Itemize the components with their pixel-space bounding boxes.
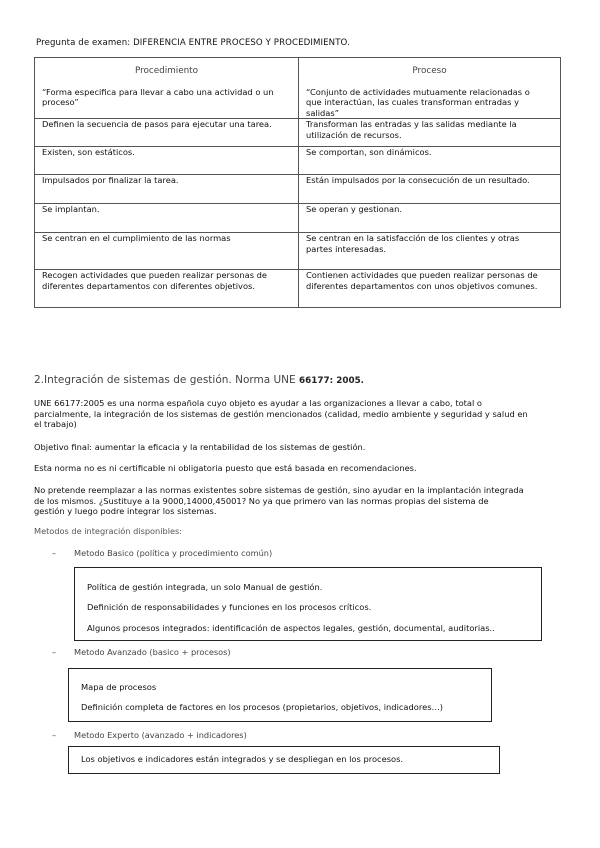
- box-line: Los objetivos e indicadores están integrados y se despliegan en los procesos.: [81, 754, 404, 764]
- method-advanced-box: [68, 668, 492, 722]
- method-label: Metodo Experto (avanzado + indicadores): [74, 730, 247, 740]
- table-row: [35, 147, 561, 175]
- table-row: [35, 204, 561, 233]
- method-expert-box: [68, 746, 500, 774]
- table-row: [35, 233, 561, 270]
- box-line: Definición completa de factores en los procesos (propietarios, objetivos, indicadores…): [81, 702, 444, 712]
- box-line: Mapa de procesos: [81, 682, 157, 692]
- list-dash: –: [52, 548, 57, 558]
- box-line: Algunos procesos integrados: identificación de aspectos legales, gestión, documental, auditorias..: [87, 623, 495, 633]
- method-label: Metodo Avanzado (basico + procesos): [74, 647, 231, 657]
- methods-title: Metodos de integración disponibles:: [34, 526, 183, 536]
- cell-proceso: Se comportan, son dinámicos.: [299, 147, 561, 175]
- proceso-definition: [306, 87, 553, 119]
- table-row: [35, 175, 561, 204]
- cell-proceso: Contienen actividades que pueden realizar personas de diferentes departamentos con unos objetivos comunes.: [299, 270, 561, 308]
- table-row: [35, 119, 561, 147]
- cell-proceso: Se operan y gestionan.: [299, 204, 561, 233]
- header-proceso: [299, 58, 561, 119]
- header-procedimiento: [35, 58, 299, 119]
- method-basic-title: [52, 548, 272, 558]
- list-dash: –: [52, 647, 57, 657]
- norm-number: 66177: 2005.: [299, 376, 365, 386]
- col1-header-label: Procedimiento: [134, 66, 199, 76]
- method-basic-box: [74, 567, 542, 641]
- method-expert-title: [52, 730, 247, 740]
- cell-procedimiento: Se implantan.: [35, 204, 299, 233]
- cell-proceso: Transforman las entradas y las salidas mediante la utilización de recursos.: [299, 119, 561, 147]
- une-description-paragraph: UNE 66177:2005 es una norma española cuyo objeto es ayudar a las organizaciones a llevar a cabo, total o parcialmente, la integración de los sistemas de gestión mencionados (calidad, medio ambiente y seguridad y salud en el trabajo): [34, 398, 528, 430]
- section-2-title: [34, 374, 364, 386]
- cell-procedimiento: Existen, son estáticos.: [35, 147, 299, 175]
- certification-paragraph: Esta norma no es ni certificable ni obligatoria puesto que está basada en recomendaciones.: [34, 463, 417, 473]
- table-row: [35, 270, 561, 308]
- cell-procedimiento: Definen la secuencia de pasos para ejecutar una tarea.: [35, 119, 299, 147]
- box-line: Política de gestión integrada, un solo Manual de gestión.: [87, 582, 323, 592]
- cell-procedimiento: Impulsados por finalizar la tarea.: [35, 175, 299, 204]
- method-label: Metodo Basico (política y procedimiento común): [74, 548, 273, 558]
- list-dash: –: [52, 730, 57, 740]
- cell-proceso: Se centran en la satisfacción de los clientes y otras partes interesadas.: [299, 233, 561, 270]
- replacement-paragraph: No pretende reemplazar a las normas existentes sobre sistemas de gestión, sino ayudar en la implantación integrada de los mismos. ¿Sustituye a la 9000,14000,45001? No ya que primero van las normas propias del sistema de gestión y luego podre integrar los sistemas.: [34, 485, 524, 517]
- method-advanced-title: [52, 647, 231, 657]
- procedimiento-definition: [42, 87, 291, 108]
- def-line: “Conjunto de actividades mutuamente relacionadas o: [306, 86, 530, 97]
- exam-question-heading: Pregunta de examen: DIFERENCIA ENTRE PROCESO Y PROCEDIMIENTO.: [36, 38, 350, 48]
- def-line: que interactúan, las cuales transforman entradas y: [306, 97, 519, 107]
- def-line: proceso”: [42, 97, 79, 107]
- def-line: “Forma especifica para llevar a cabo una actividad o un: [42, 86, 274, 97]
- cell-procedimiento: Se centran en el cumplimiento de las normas: [35, 233, 299, 270]
- def-line: salidas”: [306, 107, 339, 118]
- cell-proceso: Están impulsados por la consecución de un resultado.: [299, 175, 561, 204]
- col2-header-label: Proceso: [412, 66, 447, 76]
- objective-paragraph: Objetivo final: aumentar la eficacia y la rentabilidad de los sistemas de gestión.: [34, 442, 366, 452]
- comparison-table: [34, 57, 561, 308]
- section-title-text: 2.Integración de sistemas de gestión. Norma UNE: [34, 374, 296, 386]
- cell-procedimiento: Recogen actividades que pueden realizar personas de diferentes departamentos con diferentes objetivos.: [35, 270, 299, 308]
- box-line: Definición de responsabilidades y funciones en los procesos críticos.: [87, 602, 372, 612]
